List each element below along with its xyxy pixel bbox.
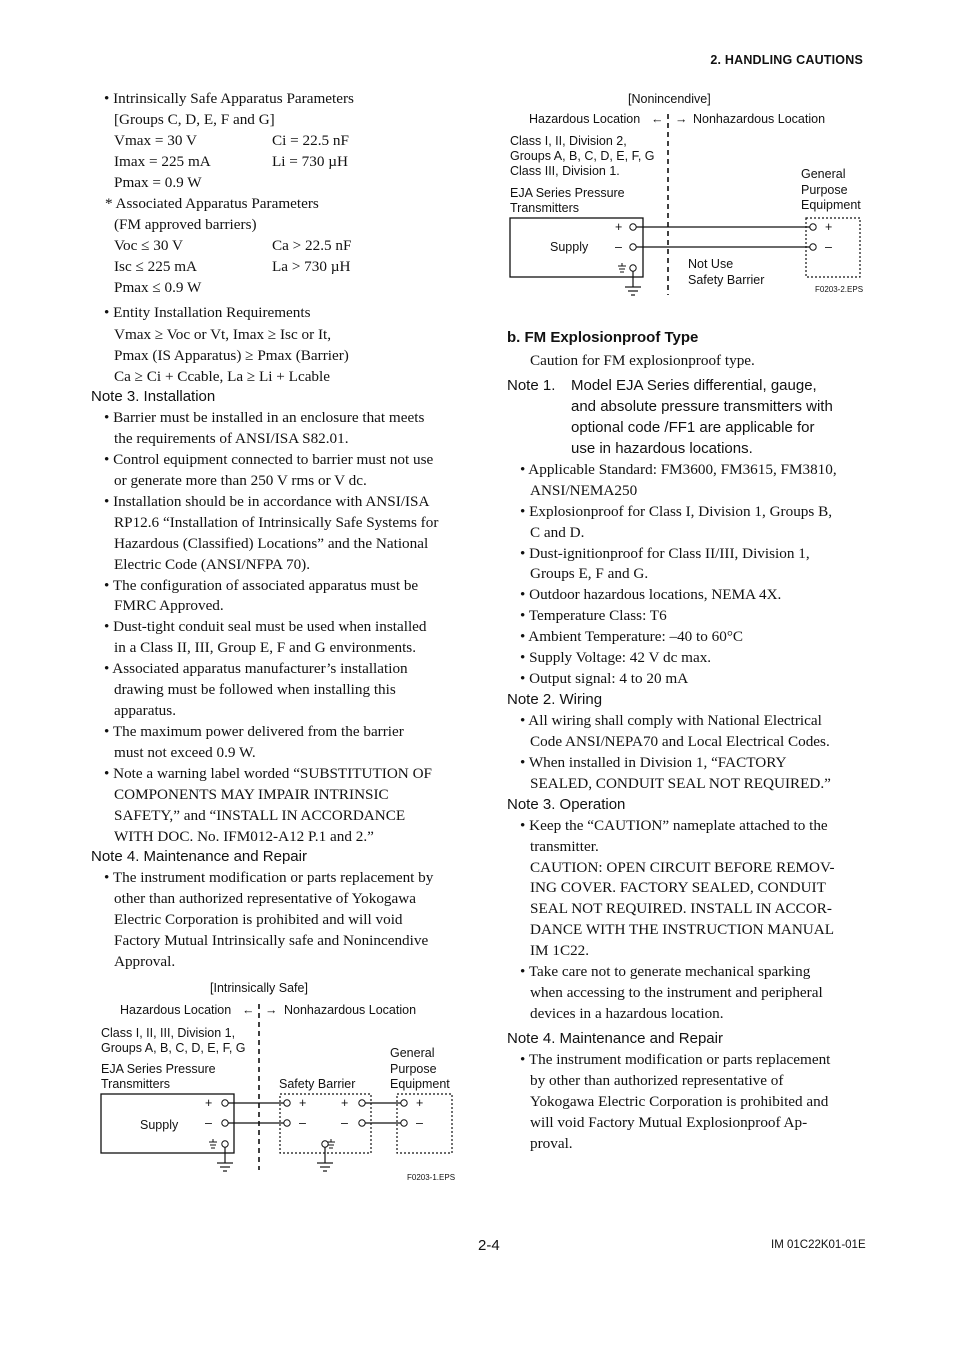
text-line: devices in a hazardous location. bbox=[530, 1005, 724, 1022]
text-line: Approval. bbox=[114, 953, 176, 970]
text-line: [Groups C, D, E, F and G] bbox=[114, 111, 275, 128]
text-line: IM 1C22. bbox=[530, 942, 590, 959]
svg-text:–: – bbox=[205, 1116, 212, 1130]
transmitter-label-1: EJA Series Pressure bbox=[101, 1062, 216, 1076]
note-heading: Note 3. Operation bbox=[507, 796, 626, 813]
arrow-left-icon: ← bbox=[242, 1003, 255, 1017]
transmitter-label-2: Transmitters bbox=[101, 1077, 170, 1091]
text-line: • Keep the “CAUTION” nameplate attached to the bbox=[520, 817, 828, 834]
text-line: • When installed in Division 1, “FACTORY bbox=[520, 754, 787, 771]
text-line: or generate more than 250 V rms or V dc. bbox=[114, 472, 367, 489]
text-line: Code ANSI/NEPA70 and Local Electrical Codes. bbox=[530, 733, 830, 750]
text-line: when accessing to the instrument and peripheral bbox=[530, 984, 823, 1001]
text-line: must not exceed 0.9 W. bbox=[114, 744, 256, 761]
text-line: DANCE WITH THE INSTRUCTION MANUAL bbox=[530, 921, 835, 938]
text-line: • Entity Installation Requirements bbox=[104, 304, 311, 321]
text-line: Ca > 22.5 nF bbox=[272, 237, 352, 254]
diagram-title: [Nonincendive] bbox=[628, 92, 711, 106]
class-line-3: Class III, Division 1. bbox=[510, 164, 620, 178]
text-line: • The instrument modification or parts replacement bbox=[520, 1051, 831, 1068]
text-line: Pmax = 0.9 W bbox=[114, 174, 202, 191]
text-line: Groups E, F and G. bbox=[530, 565, 649, 582]
text-line: • Temperature Class: T6 bbox=[520, 607, 667, 624]
text-line: the requirements of ANSI/ISA S82.01. bbox=[114, 430, 349, 447]
text-line: • Note a warning label worded “SUBSTITUTION OF bbox=[104, 765, 432, 782]
svg-text:–: – bbox=[299, 1116, 306, 1130]
text-line: • Control equipment connected to barrier must not use bbox=[104, 451, 434, 468]
text-line: CAUTION: OPEN CIRCUIT BEFORE REMOV- bbox=[530, 859, 835, 876]
equipment-label-1: General bbox=[801, 167, 846, 181]
text-line: will void Factory Mutual Explosionproof Ap- bbox=[530, 1114, 808, 1131]
text-line: apparatus. bbox=[114, 702, 176, 719]
text-line: • Dust-ignitionproof for Class II/III, Division 1, bbox=[520, 545, 810, 562]
note-heading: Model EJA Series differential, gauge, bbox=[571, 377, 817, 394]
text-line: La > 730 µH bbox=[272, 258, 351, 275]
section-heading: b. FM Explosionproof Type bbox=[507, 329, 699, 346]
text-line: • Supply Voltage: 42 V dc max. bbox=[520, 649, 712, 666]
note-heading: Note 4. Maintenance and Repair bbox=[91, 848, 307, 865]
svg-text:+: + bbox=[205, 1096, 213, 1110]
nonincendive-wiring-diagram bbox=[500, 85, 875, 300]
equipment-label-3: Equipment bbox=[390, 1077, 450, 1091]
text-line: FMRC Approved. bbox=[114, 597, 224, 614]
text-line: • The configuration of associated apparatus must be bbox=[104, 577, 419, 594]
equipment-label-2: Purpose bbox=[390, 1062, 437, 1076]
equipment-label-3: Equipment bbox=[801, 198, 861, 212]
text-line: proval. bbox=[530, 1135, 573, 1152]
note-heading: use in hazardous locations. bbox=[571, 440, 753, 457]
text-line: Li = 730 µH bbox=[272, 153, 348, 170]
supply-label: Supply bbox=[550, 240, 589, 254]
svg-text:–: – bbox=[416, 1116, 423, 1130]
text-line: ING COVER. FACTORY SEALED, CONDUIT bbox=[530, 879, 826, 896]
page-number: 2-4 bbox=[478, 1237, 500, 1254]
note-heading: optional code /FF1 are applicable for bbox=[571, 419, 815, 436]
class-line-1: Class I, II, Division 2, bbox=[510, 134, 627, 148]
transmitter-label-2: Transmitters bbox=[510, 201, 579, 215]
svg-text:–: – bbox=[615, 240, 622, 254]
text-line: Electric Code (ANSI/NFPA 70). bbox=[114, 556, 311, 573]
text-line: • Dust-tight conduit seal must be used when installed bbox=[104, 618, 427, 635]
text-line: WITH DOC. No. IFM012-A12 P.1 and 2.” bbox=[114, 828, 374, 845]
text-line: Caution for FM explosionproof type. bbox=[530, 352, 755, 369]
safety-barrier-label: Safety Barrier bbox=[688, 273, 765, 287]
text-line: • Intrinsically Safe Apparatus Parameters bbox=[104, 90, 354, 107]
text-line: Yokogawa Electric Corporation is prohibited and bbox=[530, 1093, 829, 1110]
svg-text:+: + bbox=[615, 220, 623, 234]
svg-text:+: + bbox=[416, 1096, 424, 1110]
text-line: * Associated Apparatus Parameters bbox=[105, 195, 319, 212]
text-line: other than authorized representative of Yokogawa bbox=[114, 890, 416, 907]
text-line: • Ambient Temperature: –40 to 60°C bbox=[520, 628, 744, 645]
text-line: Electric Corporation is prohibited and will void bbox=[114, 911, 403, 928]
text-line: Vmax = 30 V bbox=[114, 132, 197, 149]
nonhazardous-label: Nonhazardous Location bbox=[284, 1003, 417, 1017]
hazardous-label: Hazardous Location bbox=[529, 112, 641, 126]
text-line: Hazardous (Classified) Locations” and the National bbox=[114, 535, 429, 552]
text-line: transmitter. bbox=[530, 838, 599, 855]
svg-text:+: + bbox=[825, 220, 833, 234]
text-line: • All wiring shall comply with National Electrical bbox=[520, 712, 822, 729]
supply-label: Supply bbox=[140, 1118, 179, 1132]
text-line: • Barrier must be installed in an enclosure that meets bbox=[104, 409, 425, 426]
text-line: by other than authorized representative of bbox=[530, 1072, 784, 1089]
arrow-right-icon: → bbox=[675, 112, 688, 126]
text-line: • Take care not to generate mechanical sparking bbox=[520, 963, 811, 980]
text-line: ANSI/NEMA250 bbox=[530, 482, 638, 499]
text-line: drawing must be followed when installing this bbox=[114, 681, 396, 698]
equipment-label-2: Purpose bbox=[801, 183, 848, 197]
diagram-title: [Intrinsically Safe] bbox=[210, 981, 308, 995]
text-line: RP12.6 “Installation of Intrinsically Safe Systems for bbox=[114, 514, 439, 531]
class-line-2: Groups A, B, C, D, E, F, G bbox=[510, 149, 655, 163]
section-header: 2. HANDLING CAUTIONS bbox=[710, 53, 863, 67]
text-line: • Explosionproof for Class I, Division 1, Groups B, bbox=[520, 503, 833, 520]
text-line: (FM approved barriers) bbox=[114, 216, 257, 233]
figure-code: F0203-2.EPS bbox=[815, 285, 864, 294]
text-line: Vmax ≥ Voc or Vt, Imax ≥ Isc or It, bbox=[114, 326, 332, 343]
text-line: Pmax (IS Apparatus) ≥ Pmax (Barrier) bbox=[114, 347, 349, 364]
hazardous-label: Hazardous Location bbox=[120, 1003, 232, 1017]
nonhazardous-label: Nonhazardous Location bbox=[693, 112, 826, 126]
text-line: Imax = 225 mA bbox=[114, 153, 211, 170]
text-line: Ca ≥ Ci + Ccable, La ≥ Li + Lcable bbox=[114, 368, 330, 385]
note-heading: Note 2. Wiring bbox=[507, 691, 603, 708]
text-line: • Outdoor hazardous locations, NEMA 4X. bbox=[520, 586, 782, 603]
text-line: SAFETY,” and “INSTALL IN ACCORDANCE bbox=[114, 807, 406, 824]
text-line: • The maximum power delivered from the barrier bbox=[104, 723, 404, 740]
text-line: Ci = 22.5 nF bbox=[272, 132, 349, 149]
intrinsically-safe-wiring-diagram bbox=[95, 975, 465, 1185]
class-line-1: Class I, II, III, Division 1, bbox=[101, 1026, 236, 1040]
text-line: Voc ≤ 30 V bbox=[114, 237, 183, 254]
note-heading: and absolute pressure transmitters with bbox=[571, 398, 833, 415]
text-line: • Installation should be in accordance with ANSI/ISA bbox=[104, 493, 430, 510]
transmitter-label-1: EJA Series Pressure bbox=[510, 186, 625, 200]
text-line: • Associated apparatus manufacturer’s installation bbox=[104, 660, 408, 677]
equipment-label-1: General bbox=[390, 1046, 435, 1060]
class-line-2: Groups A, B, C, D, E, F, G bbox=[101, 1041, 246, 1055]
safety-barrier-label: Safety Barrier bbox=[279, 1077, 356, 1091]
text-line: • Applicable Standard: FM3600, FM3615, FM3810, bbox=[520, 461, 837, 478]
arrow-left-icon: ← bbox=[651, 112, 664, 126]
svg-text:–: – bbox=[341, 1116, 348, 1130]
not-use-label: Not Use bbox=[688, 257, 734, 271]
svg-text:+: + bbox=[299, 1096, 307, 1110]
note-heading: Note 3. Installation bbox=[91, 388, 216, 405]
text-line: SEALED, CONDUIT SEAL NOT REQUIRED.” bbox=[530, 775, 831, 792]
text-line: COMPONENTS MAY IMPAIR INTRINSIC bbox=[114, 786, 389, 803]
note-heading: Note 1. bbox=[507, 377, 556, 394]
figure-code: F0203-1.EPS bbox=[407, 1173, 456, 1182]
svg-text:–: – bbox=[825, 240, 832, 254]
text-line: in a Class II, III, Group E, F and G environments. bbox=[114, 639, 417, 656]
text-line: Isc ≤ 225 mA bbox=[114, 258, 197, 275]
text-line: • Output signal: 4 to 20 mA bbox=[520, 670, 689, 687]
text-line: SEAL NOT REQUIRED. INSTALL IN ACCOR- bbox=[530, 900, 832, 917]
text-line: Factory Mutual Intrinsically safe and Nonincendive bbox=[114, 932, 429, 949]
text-line: • The instrument modification or parts replacement by bbox=[104, 869, 434, 886]
document-number: IM 01C22K01-01E bbox=[771, 1239, 866, 1251]
text-line: Pmax ≤ 0.9 W bbox=[114, 279, 202, 296]
text-line: C and D. bbox=[530, 524, 585, 541]
arrow-right-icon: → bbox=[265, 1003, 278, 1017]
note-heading: Note 4. Maintenance and Repair bbox=[507, 1030, 723, 1047]
svg-text:+: + bbox=[341, 1096, 349, 1110]
